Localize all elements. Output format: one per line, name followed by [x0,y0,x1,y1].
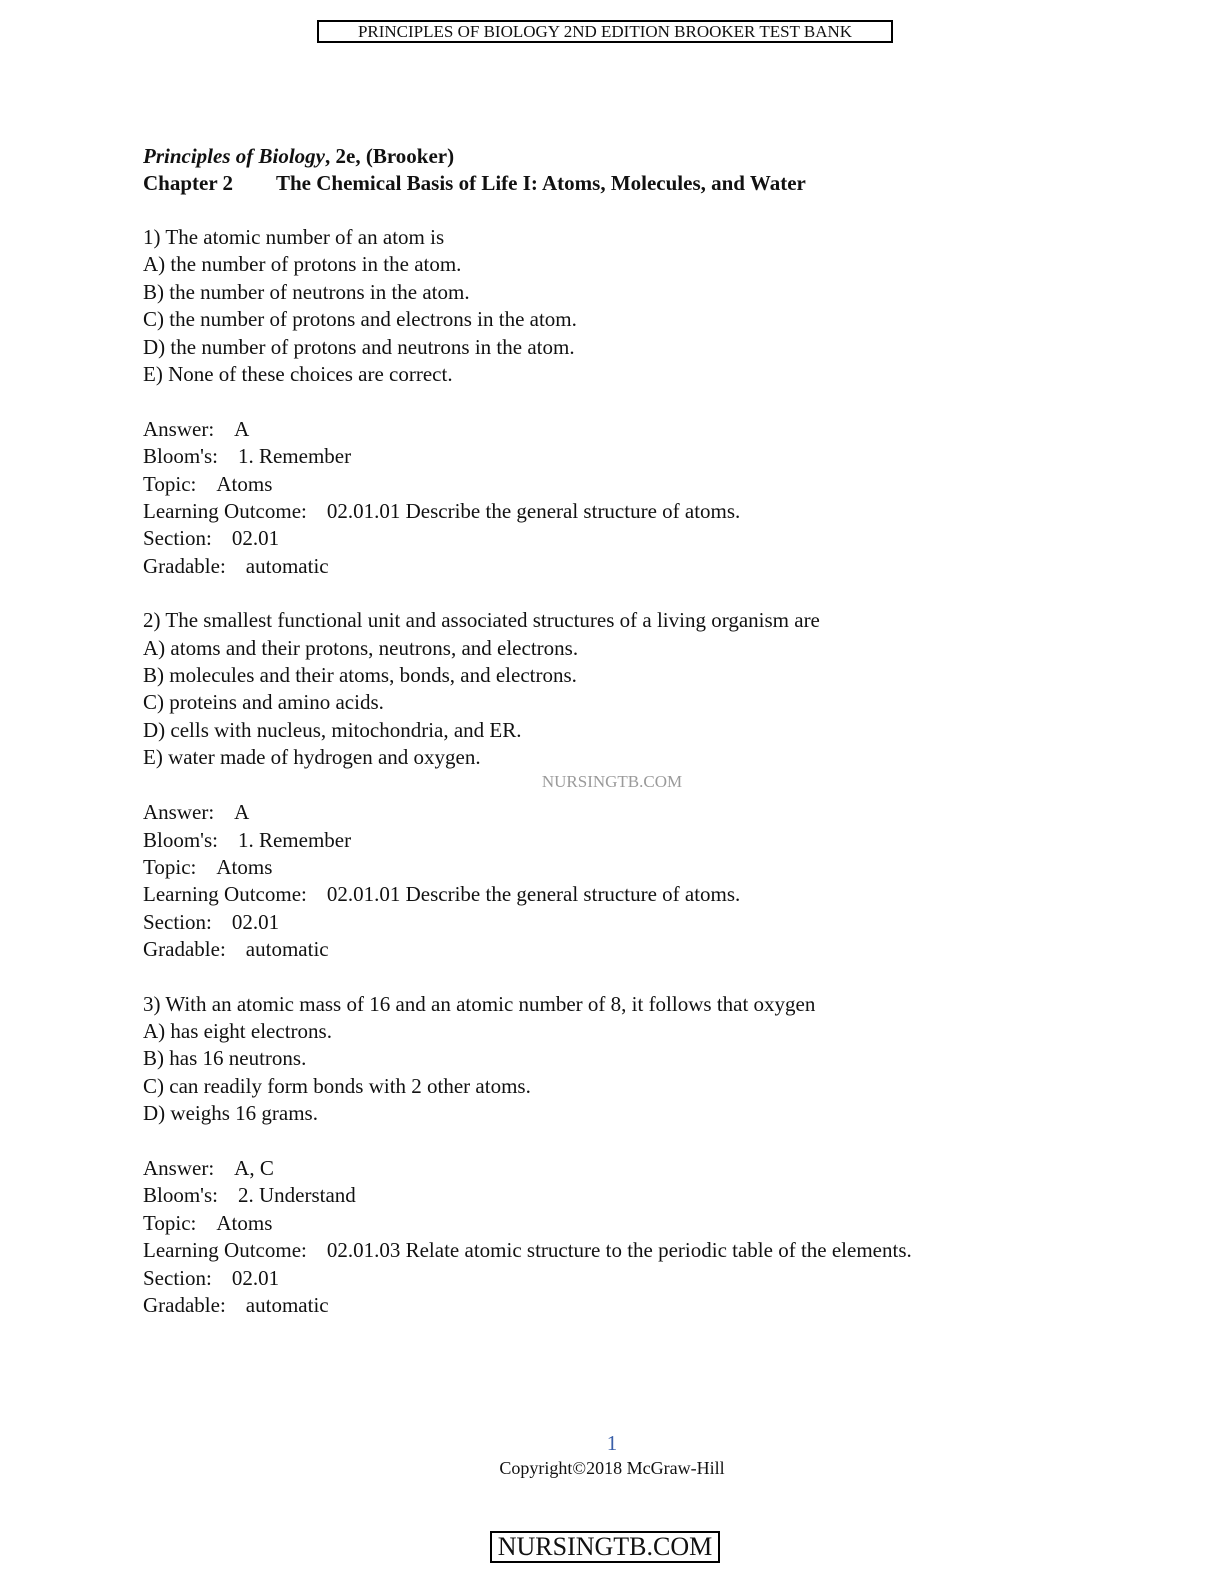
book-edition: , 2e, (Brooker) [325,144,455,168]
topic-value: Atoms [216,854,273,879]
gradable-value: automatic [245,1292,329,1317]
question-stem: 1) The atomic number of an atom is [143,225,445,249]
outcome-line [143,1237,1143,1264]
section-label: Section: [143,909,212,934]
blooms-label: Bloom's: [143,827,218,852]
page-number: 1 [606,1431,618,1455]
outcome-label: Learning Outcome: [143,499,307,524]
answer-line [143,1155,1143,1182]
option-d: D) the number of protons and neutrons in the atom. [143,334,575,359]
option-a: A) the number of protons in the atom. [143,252,462,277]
option-d: D) weighs 16 grams. [143,1101,318,1126]
answer-label: Answer: [143,800,215,825]
chapter-title: The Chemical Basis of Life I: Atoms, Molecules, and Water [276,171,806,195]
section-line [143,525,1143,552]
section-value: 02.01 [231,526,280,551]
outcome-label: Learning Outcome: [143,882,307,907]
question-meta [143,416,1143,580]
header-banner: PRINCIPLES OF BIOLOGY 2ND EDITION BROOKER TEST BANK [317,20,893,43]
question-stem: 3) With an atomic mass of 16 and an atomic number of 8, it follows that oxygen [143,991,816,1016]
topic-label: Topic: [143,471,197,496]
answer-value: A, C [234,1155,274,1180]
option-e: E) water made of hydrogen and oxygen. [143,745,481,770]
blooms-label: Bloom's: [143,1183,218,1208]
section-label: Section: [143,1265,212,1290]
answer-line [143,416,1143,443]
watermark: NURSINGTB.COM [541,772,683,791]
topic-line [143,471,1143,498]
topic-line [143,1210,1143,1237]
topic-label: Topic: [143,1210,197,1235]
blooms-line [143,1182,1143,1209]
option-a: A) atoms and their protons, neutrons, and electrons. [143,635,579,660]
gradable-value: automatic [245,553,329,578]
chapter-heading [143,170,1143,197]
section-label: Section: [143,526,212,551]
outcome-label: Learning Outcome: [143,1238,307,1263]
question-meta [143,799,1143,963]
book-name: Principles of Biology [143,144,325,168]
gradable-label: Gradable: [143,553,226,578]
option-e: E) None of these choices are correct. [143,362,453,387]
topic-value: Atoms [216,1210,273,1235]
copyright: Copyright©2018 McGraw-Hill [499,1458,725,1478]
gradable-value: automatic [245,937,329,962]
document-body [143,143,1143,1319]
gradable-line [143,1292,1143,1319]
outcome-line [143,881,1143,908]
option-b: B) the number of neutrons in the atom. [143,279,470,304]
question-meta [143,1155,1143,1319]
section-line [143,909,1143,936]
blooms-value: 2. Understand [237,1183,356,1208]
blooms-line [143,443,1143,470]
option-a: A) has eight electrons. [143,1018,332,1043]
blooms-line [143,827,1143,854]
section-line [143,1265,1143,1292]
topic-label: Topic: [143,854,197,879]
option-b: B) has 16 neutrons. [143,1046,307,1071]
option-d: D) cells with nucleus, mitochondria, and ER. [143,717,522,742]
answer-label: Answer: [143,416,215,441]
answer-label: Answer: [143,1155,215,1180]
blooms-value: 1. Remember [237,444,352,469]
topic-line [143,854,1143,881]
gradable-line [143,553,1143,580]
book-title [143,143,1143,170]
question-3 [143,991,1143,1320]
outcome-line [143,498,1143,525]
topic-value: Atoms [216,471,273,496]
question-stem: 2) The smallest functional unit and associated structures of a living organism are [143,608,820,633]
blooms-value: 1. Remember [237,827,352,852]
gradable-label: Gradable: [143,1292,226,1317]
option-c: C) proteins and amino acids. [143,690,384,715]
chapter-number: Chapter 2 [143,171,234,195]
gradable-label: Gradable: [143,937,226,962]
answer-value: A [234,800,250,825]
question-1 [143,224,1143,580]
outcome-value: 02.01.01 Describe the general structure of atoms. [326,882,741,907]
outcome-value: 02.01.01 Describe the general structure of atoms. [326,499,741,524]
option-b: B) molecules and their atoms, bonds, and electrons. [143,663,577,688]
outcome-value: 02.01.03 Relate atomic structure to the periodic table of the elements. [326,1238,912,1263]
option-c: C) can readily form bonds with 2 other atoms. [143,1073,531,1098]
answer-value: A [234,416,250,441]
footer-site-banner: NURSINGTB.COM [490,1531,720,1563]
section-value: 02.01 [231,909,280,934]
blooms-label: Bloom's: [143,444,218,469]
option-c: C) the number of protons and electrons in the atom. [143,307,577,332]
answer-line [143,799,1143,826]
gradable-line [143,936,1143,963]
section-value: 02.01 [231,1265,280,1290]
